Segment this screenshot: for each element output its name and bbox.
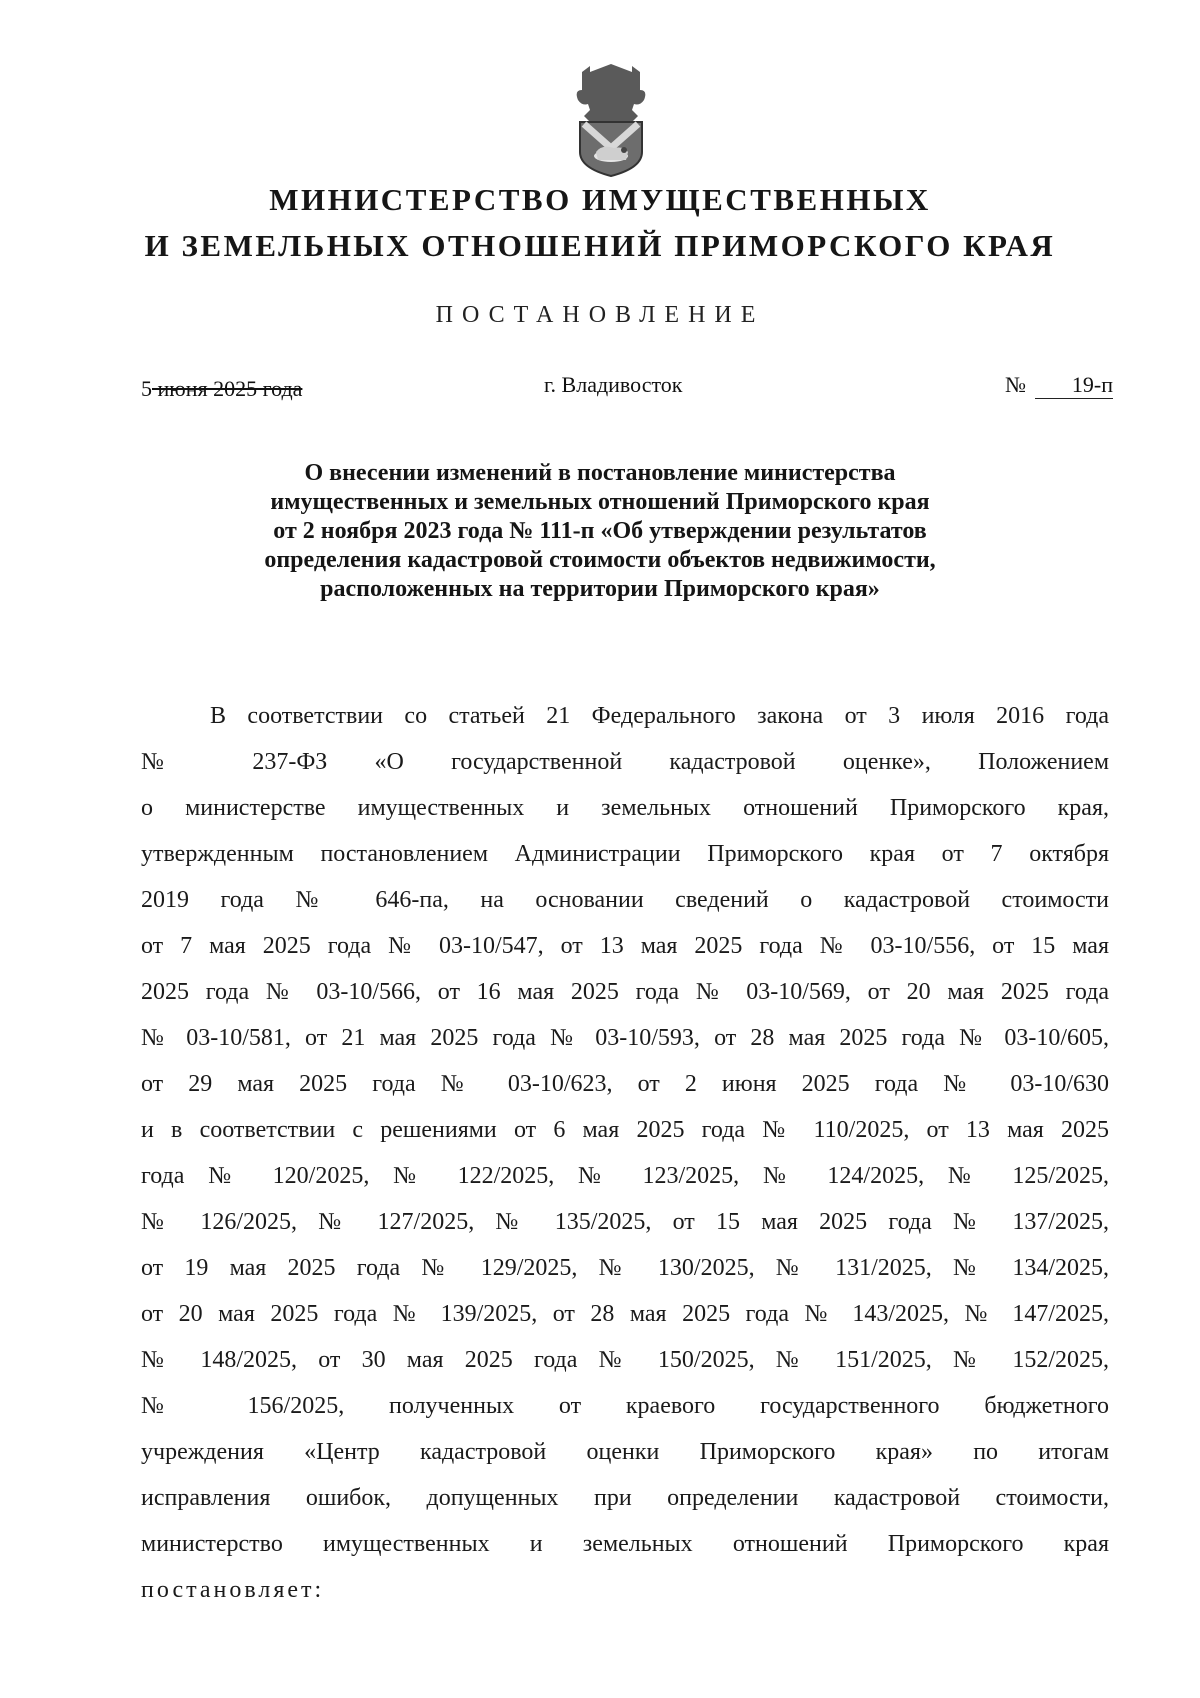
body-line: № 03-10/581, от 21 мая 2025 года № 03-10/593, от 28 мая 2025 года № 03-10/605,	[141, 1025, 1109, 1051]
body-line: от 29 мая 2025 года № 03-10/623, от 2 июня 2025 года № 03-10/630	[141, 1071, 1109, 1097]
date-day: 5	[141, 376, 152, 401]
body-line: 2019 года № 646-па, на основании сведений о кадастровой стоимости	[141, 887, 1109, 913]
document-type: ПОСТАНОВЛЕНИЕ	[435, 302, 765, 328]
body-line: от 7 мая 2025 года № 03-10/547, от 13 мая 2025 года № 03-10/556, от 15 мая	[141, 933, 1109, 959]
title-line: О внесении изменений в постановление министерства	[304, 460, 896, 486]
title-line: определения кадастровой стоимости объектов недвижимости,	[264, 547, 936, 573]
document-number-value: 19-п	[1035, 372, 1113, 399]
title-line: от 2 ноября 2023 года № 111-п «Об утверждении результатов	[273, 518, 927, 544]
body-line: от 20 мая 2025 года № 139/2025, от 28 мая 2025 года № 143/2025, № 147/2025,	[141, 1301, 1109, 1327]
body-line: 2025 года № 03-10/566, от 16 мая 2025 года № 03-10/569, от 20 мая 2025 года	[141, 979, 1109, 1005]
date-month-year: июня 2025 года	[152, 376, 303, 401]
document-number-label: №	[1005, 372, 1026, 397]
body-line: учреждения «Центр кадастровой оценки Приморского края» по итогам	[141, 1439, 1109, 1465]
body-line-resolves: постановляет:	[141, 1577, 325, 1603]
body-line: № 237-ФЗ «О государственной кадастровой оценке», Положением	[141, 749, 1109, 775]
document-city: г. Владивосток	[544, 372, 683, 397]
document-body	[141, 693, 1109, 1613]
body-line: о министерстве имущественных и земельных отношений Приморского края,	[141, 795, 1109, 821]
ministry-name-line-2: И ЗЕМЕЛЬНЫХ ОТНОШЕНИЙ ПРИМОРСКОГО КРАЯ	[144, 228, 1056, 263]
body-line: и в соответствии с решениями от 6 мая 2025 года № 110/2025, от 13 мая 2025	[141, 1117, 1109, 1143]
body-line: года № 120/2025, № 122/2025, № 123/2025, № 124/2025, № 125/2025,	[141, 1163, 1109, 1189]
title-line: имущественных и земельных отношений Приморского края	[270, 489, 930, 515]
body-line: № 156/2025, полученных от краевого государственного бюджетного	[141, 1393, 1109, 1419]
body-line: от 19 мая 2025 года № 129/2025, № 130/2025, № 131/2025, № 134/2025,	[141, 1255, 1109, 1281]
body-line: № 148/2025, от 30 мая 2025 года № 150/2025, № 151/2025, № 152/2025,	[141, 1347, 1109, 1373]
title-line: расположенных на территории Приморского края»	[320, 576, 880, 602]
ministry-name-line-1: МИНИСТЕРСТВО ИМУЩЕСТВЕННЫХ	[269, 182, 931, 217]
document-title	[150, 459, 1050, 604]
body-line: В соответствии со статьей 21 Федерального закона от 3 июля 2016 года	[210, 703, 1109, 729]
coat-of-arms-emblem	[574, 60, 648, 178]
document-date	[141, 376, 302, 402]
body-line: № 126/2025, № 127/2025, № 135/2025, от 15 мая 2025 года № 137/2025,	[141, 1209, 1109, 1235]
body-line: министерство имущественных и земельных отношений Приморского края	[141, 1531, 1109, 1557]
body-line: утвержденным постановлением Администрации Приморского края от 7 октября	[141, 841, 1109, 867]
body-line: исправления ошибок, допущенных при определении кадастровой стоимости,	[141, 1485, 1109, 1511]
